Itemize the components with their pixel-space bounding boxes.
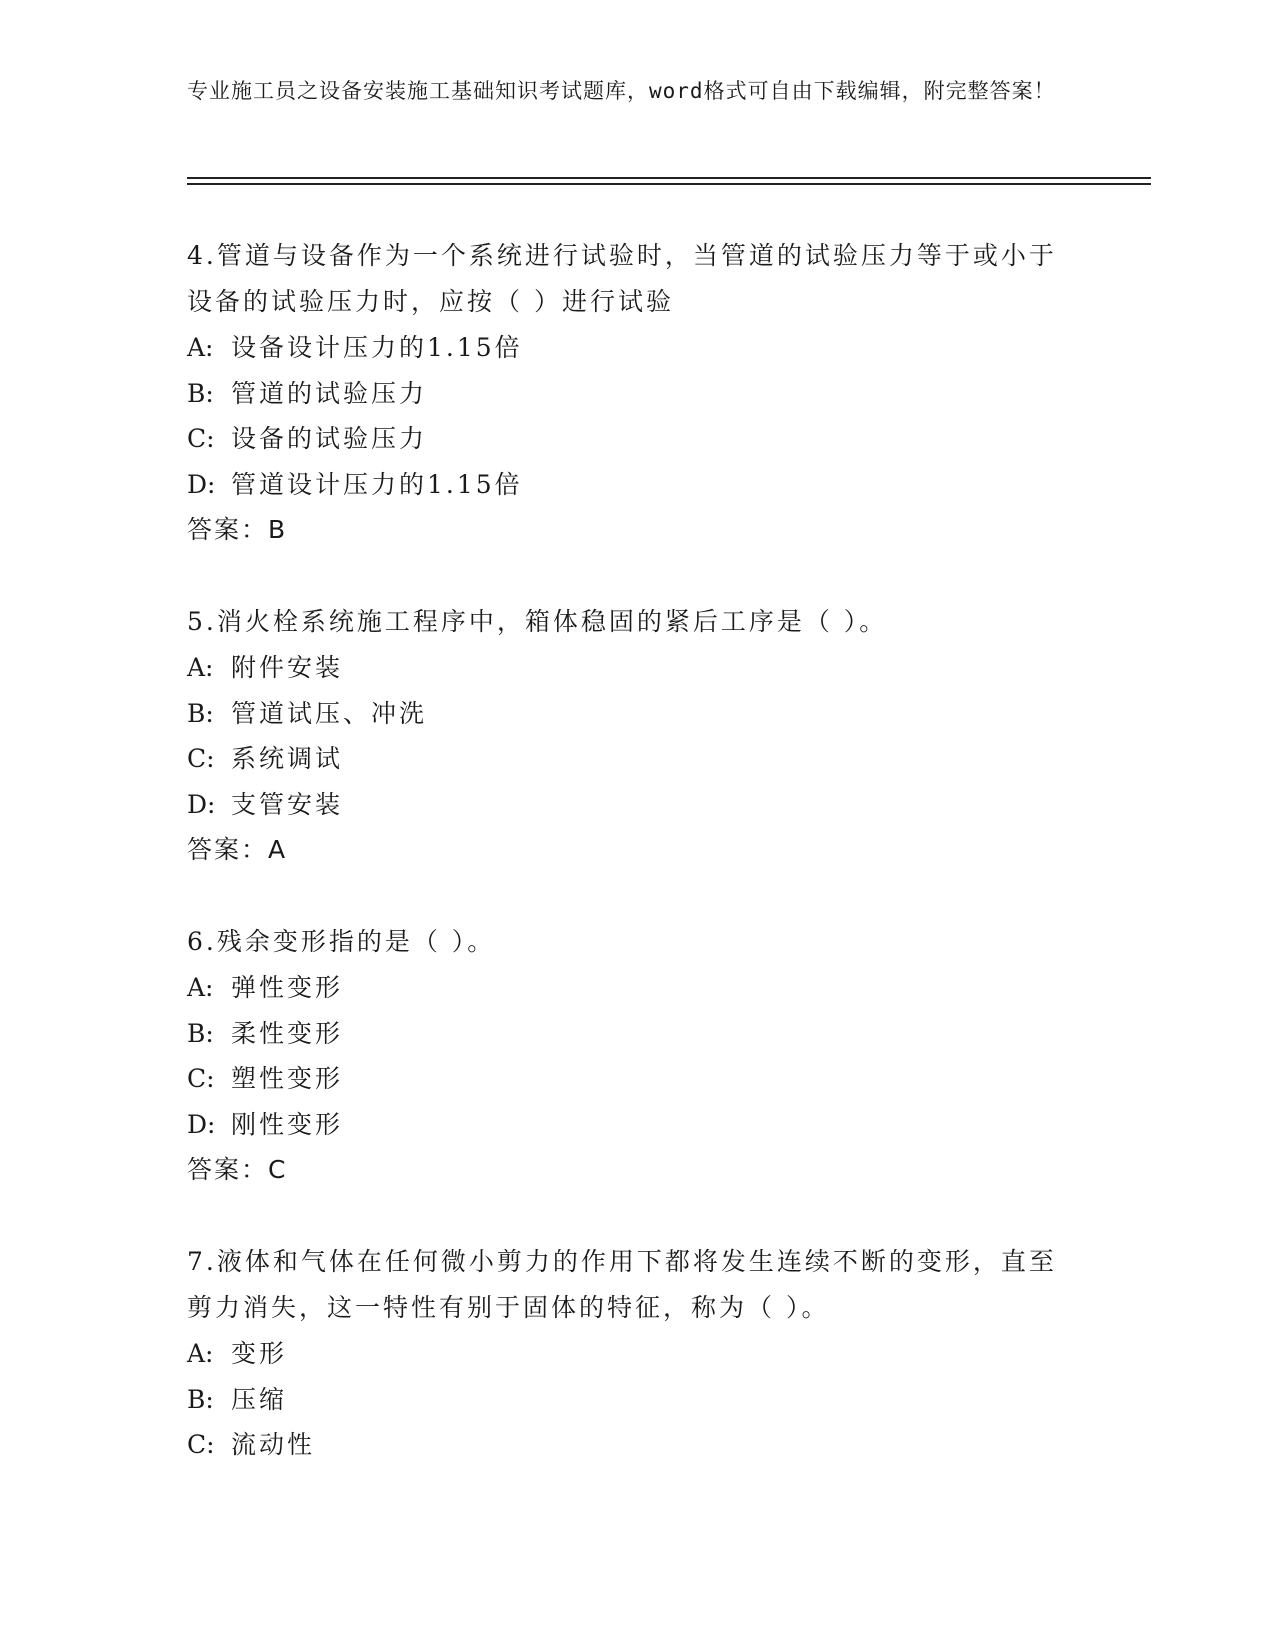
- answer-label: 答案：B: [187, 515, 288, 544]
- option-letter: D:: [187, 469, 216, 499]
- option-d: [187, 1102, 1087, 1148]
- option-letter: B:: [187, 1384, 214, 1414]
- question-stem: 6.残余变形指的是（ ）。: [187, 927, 496, 956]
- option-b: [187, 371, 1087, 417]
- option-text: 设备设计压力的1.15倍: [231, 333, 523, 362]
- option-d: [187, 782, 1087, 828]
- document-header: 专业施工员之设备安装施工基础知识考试题库，word格式可自由下载编辑，附完整答案！: [187, 79, 1056, 103]
- option-letter: A:: [187, 973, 214, 1002]
- option-b: [187, 1011, 1087, 1057]
- option-text: 柔性变形: [231, 1018, 344, 1048]
- question-stem: 7.液体和气体在任何微小剪力的作用下都将发生连续不断的变形，直至剪力消失，这一特性有别于固体的特征，称为（ ）。: [187, 1247, 1057, 1322]
- option-letter: B:: [187, 378, 214, 408]
- option-letter: D:: [187, 789, 216, 819]
- option-text: 流动性: [231, 1430, 316, 1459]
- option-text: 系统调试: [231, 744, 344, 773]
- question-7: [187, 1239, 1087, 1468]
- header-divider-top: [187, 177, 1151, 179]
- option-b: [187, 691, 1087, 737]
- option-text: 塑性变形: [231, 1064, 344, 1093]
- option-letter: B:: [187, 698, 214, 728]
- option-b: [187, 1377, 1087, 1423]
- option-c: [187, 416, 1087, 462]
- option-text: 管道设计压力的1.15倍: [231, 469, 523, 499]
- option-text: 设备的试验压力: [231, 424, 428, 453]
- question-6: [187, 919, 1087, 1193]
- option-letter: B:: [187, 1018, 214, 1048]
- option-letter: D:: [187, 1109, 216, 1139]
- option-letter: C:: [187, 1430, 215, 1459]
- option-letter: A:: [187, 653, 214, 682]
- option-text: 变形: [231, 1339, 288, 1368]
- option-letter: C:: [187, 424, 215, 453]
- option-letter: C:: [187, 1064, 215, 1093]
- option-text: 刚性变形: [231, 1109, 344, 1139]
- option-a: [187, 965, 1087, 1011]
- header-divider-bottom: [187, 183, 1151, 185]
- question-stem: 4.管道与设备作为一个系统进行试验时，当管道的试验压力等于或小于设备的试验压力时，应按（ ）进行试验: [187, 241, 1057, 316]
- option-text: 附件安装: [231, 653, 344, 682]
- option-text: 管道试压、冲洗: [231, 698, 428, 728]
- answer-label: 答案：C: [187, 1155, 288, 1184]
- option-text: 管道的试验压力: [231, 378, 428, 408]
- question-stem: 5.消火栓系统施工程序中，箱体稳固的紧后工序是（ ）。: [187, 607, 888, 636]
- option-a: [187, 325, 1087, 371]
- option-text: 压缩: [231, 1384, 288, 1414]
- question-4: [187, 233, 1087, 553]
- option-d: [187, 462, 1087, 508]
- option-a: [187, 1331, 1087, 1377]
- option-text: 支管安装: [231, 789, 344, 819]
- option-letter: A:: [187, 1339, 214, 1368]
- answer-label: 答案：A: [187, 835, 288, 864]
- option-letter: A:: [187, 333, 214, 362]
- option-a: [187, 645, 1087, 691]
- option-letter: C:: [187, 744, 215, 773]
- question-5: [187, 599, 1087, 873]
- option-text: 弹性变形: [231, 973, 344, 1002]
- question-list: [187, 233, 1087, 1514]
- option-c: [187, 736, 1087, 782]
- option-c: [187, 1056, 1087, 1102]
- option-c: [187, 1422, 1087, 1468]
